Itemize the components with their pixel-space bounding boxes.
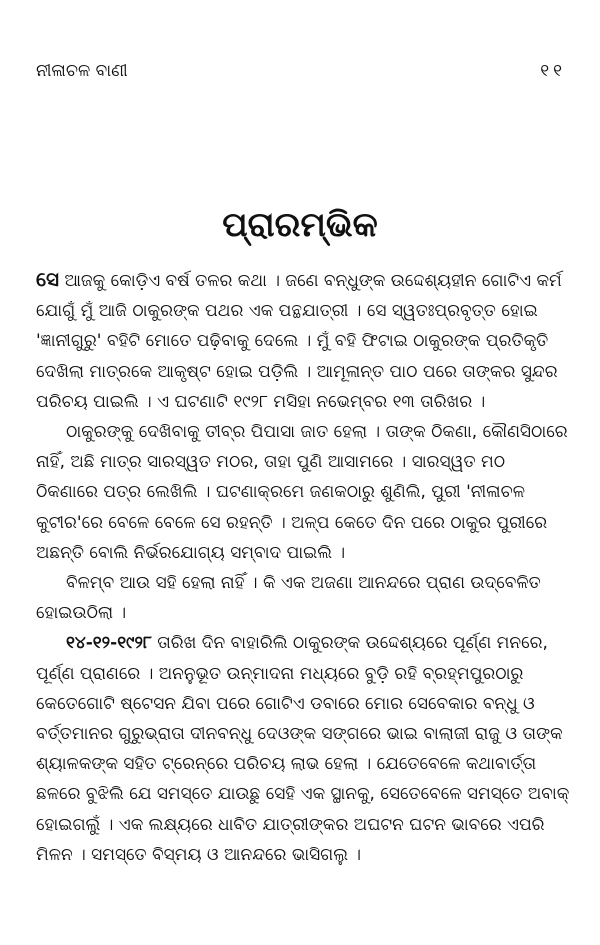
paragraph-text: ଆଜକୁ କୋଡ଼ିଏ ବର୍ଷ ତଳର କଥା । ଜଣେ ବନ୍ଧୁଙ୍କ ଉଦ୍ଦେଶ୍ୟହୀନ ଗୋଟିଏ କର୍ମ ଯୋଗୁଁ ମୁଁ ଆଜି ଠାକୁରଙ୍କ ପଥର ଏକ ପନ୍ଥଯାତ୍ରୀ । ସେ ସ୍ୱତଃପ୍ରବୃତ୍ତ ହୋଇ 'ଜ୍ଞାନୀଗୁରୁ' ବହିଟି ମୋତେ ପଢ଼ିବାକୁ ଦେଲେ । ମୁଁ ବହି ଫିଟାଇ ଠାକୁରଙ୍କ ପ୍ରତିକୃତି ଦେଖିଲା ମାତ୍ରକେ ଆକୃଷ୍ଟ ହୋଇ ପଡ଼ିଲି । ଆମୂଳାନ୍ତ ପାଠ ପରେ ତାଙ୍କର ସୁନ୍ଦର ପରିଚୟ ପାଇଲି । ଏ ଘଟଣାଟି ୧୯୨୮ ମସିହା ନଭେମ୍ବର ୧୩ ତାରିଖର ।	[36, 271, 562, 412]
paragraph-4	[36, 628, 570, 870]
paragraph-text: ତାରିଖ ଦିନ ବାହାରିଲି ଠାକୁରଙ୍କ ଉଦ୍ଦେଶ୍ୟରେ ପୂର୍ଣ୍ଣ ମନରେ, ପୂର୍ଣ୍ଣ ପ୍ରାଣରେ । ଅନନୁଭୂତ ଉନ୍ମାଦନା ମଧ୍ୟରେ ବୁଡ଼ି ରହି ବ୍ରହ୍ମପୁରଠାରୁ କେତେଗୋଟି ଷ୍ଟେସନ ଯିବା ପରେ ଗୋଟିଏ ଡବାରେ ମୋର ସେବେକାର ବନ୍ଧୁ ଓ ବର୍ତ୍ତମାନର ଗୁରୁଭ୍ରାତା ଦୀନବନ୍ଧୁ ଦେଓଙ୍କ ସଙ୍ଗରେ ଭାଇ ବାଲାଜୀ ରାଜୁ ଓ ତାଙ୍କ ଶ୍ୟାଳକଙ୍କ ସହିତ ଟ୍ରେନ୍‌ରେ ପରିଚୟ ଲାଭ ହେଲା । ଯେତେବେଳେ କଥାବାର୍ତ୍ତା ଛଳରେ ବୁଝିଲି ଯେ ସମସ୍ତେ ଯାଉଛୁ ସେହି ଏକ ସ୍ଥାନକୁ, ସେତେବେଳେ ସମସ୍ତେ ଅବାକ୍ ହୋଇଗଲୁଁ । ଏକ ଲକ୍ଷ୍ୟରେ ଧାବିତ ଯାତ୍ରୀଙ୍କର ଅଘଟନ ଘଟନ ଭାବରେ ଏପରି ମିଳନ । ସମସ୍ତେ ବିସ୍ମୟ ଓ ଆନନ୍ଦରେ ଭାସିଗଲୁ ।	[36, 633, 570, 865]
body-text	[36, 264, 570, 870]
paragraph-2: ଠାକୁରଙ୍କୁ ଦେଖିବାକୁ ତୀବ୍ର ପିପାସା ଜାତ ହେଲା । ତାଙ୍କ ଠିକଣା, କୌଣସିଠାରେ ନାହିଁ, ଅଛି ମାତ୍ର ସାରସ୍ୱତ ମଠର, ତାହା ପୁଣି ଆସାମରେ । ସାରସ୍ୱତ ମଠ ଠିକଣାରେ ପତ୍ର ଲେଖିଲି । ଘଟଣାକ୍ରମେ ଜଣକଠାରୁ ଶୁଣିଲି, ପୁରୀ 'ନୀଳାଚଳ କୁଟୀର'ରେ ବେଳେ ବେଳେ ସେ ରହନ୍ତି । ଅଳ୍ପ କେତେ ଦିନ ପରେ ଠାକୁର ପୁରୀରେ ଅଛନ୍ତି ବୋଲି ନିର୍ଭରଯୋଗ୍ୟ ସମ୍ବାଦ ପାଇଲି ।	[36, 422, 568, 563]
book-title: ନୀଳାଚଳ ବାଣୀ	[36, 61, 128, 81]
page-number: ୧୧	[540, 61, 566, 81]
paragraph-date: ୧୪-୧୨-୧୯୨୮	[66, 633, 152, 654]
running-header	[36, 56, 566, 86]
paragraph-3: ବିଳମ୍ବ ଆଉ ସହି ହେଲା ନାହିଁ । କି ଏକ ଅଜଣା ଆନନ୍ଦରେ ପ୍ରାଣ ଉଦ୍‌ବେଳିତ ହୋଇଉଠିଲା ।	[36, 573, 541, 624]
paragraph-1	[36, 264, 570, 417]
chapter-title: ପ୍ରାରମ୍ଭିକ	[222, 205, 378, 245]
paragraph-lead-word: ସେ	[36, 267, 60, 291]
